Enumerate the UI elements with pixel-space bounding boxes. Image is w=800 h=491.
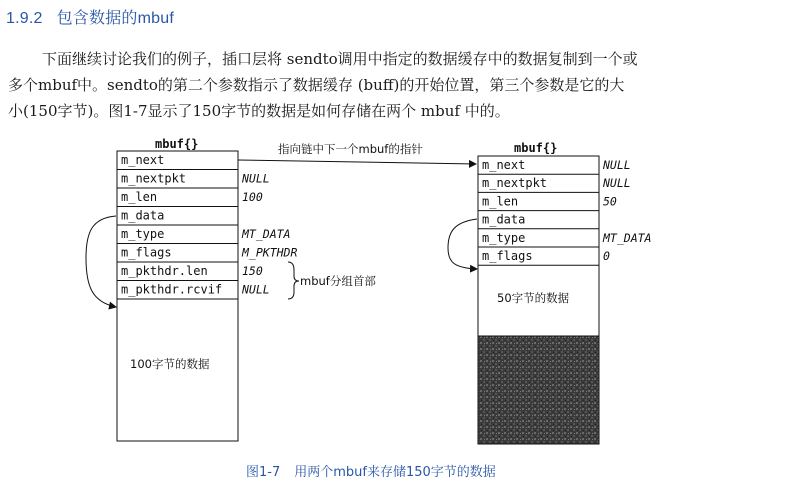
- right-mbuf-field-value: 50: [603, 194, 617, 209]
- left-mbuf-field-value: 150: [242, 264, 263, 278]
- right-mbuf-title: mbuf{}: [514, 141, 558, 155]
- section-title: 包含数据的mbuf: [56, 10, 174, 27]
- right-mbuf-field-name: m_len: [482, 194, 519, 209]
- left-mbuf-field-value: MT_DATA: [242, 227, 291, 241]
- left-mbuf-field-value: M_PKTHDR: [242, 245, 298, 260]
- right-mbuf-data-label: 50字节的数据: [497, 291, 570, 305]
- paragraph-line-2: 多个mbuf中。sendto的第二个参数指示了数据缓存 (buff)的开始位置，第三个参数是它的大: [8, 76, 625, 94]
- figure-caption: [246, 464, 496, 480]
- left-mbuf-field-name: m_data: [121, 208, 165, 223]
- left-mbuf-field-value: 100: [242, 190, 263, 204]
- right-mbuf-unused-area: [478, 336, 599, 444]
- right-mbuf-field-name: m_nextpkt: [482, 176, 548, 191]
- right-mbuf-field-name: m_data: [482, 212, 526, 227]
- left-mbuf-field-value: NULL: [242, 171, 270, 186]
- left-mbuf-field-name: m_next: [121, 153, 165, 167]
- left-mbuf-data-label: 100字节的数据: [130, 357, 210, 371]
- right-mbuf-field-name: m_type: [482, 230, 526, 245]
- right-mbuf-field-name: m_next: [482, 158, 526, 172]
- left-mbuf-field-name: m_pkthdr.rcvif: [121, 282, 223, 297]
- left-mbuf-field-value: NULL: [242, 282, 270, 297]
- next-pointer-arrow: [238, 160, 476, 164]
- left-mbuf-title: mbuf{}: [155, 137, 199, 151]
- left-mbuf-field-name: m_len: [121, 190, 158, 204]
- pkthdr-group-label: mbuf分组首部: [300, 274, 376, 288]
- pkthdr-brace: [288, 262, 299, 299]
- right-mbuf-field-value: MT_DATA: [603, 230, 652, 245]
- left-data-pointer-arrow: [86, 216, 116, 307]
- right-mbuf-field-value: NULL: [603, 158, 631, 172]
- figure-caption-text: 用两个mbuf来存储150字节的数据: [294, 465, 496, 480]
- paragraph-line-3: 小(150字节)。图1-7显示了150字节的数据是如何存储在两个 mbuf 中的。: [8, 102, 510, 120]
- right-mbuf-field-value: 0: [603, 249, 610, 263]
- right-mbuf-field-name: m_flags: [482, 249, 533, 263]
- left-mbuf-field-name: m_flags: [121, 245, 172, 260]
- left-mbuf-field-name: m_pkthdr.len: [121, 264, 208, 278]
- right-data-pointer-arrow: [448, 219, 477, 269]
- section-number: 1.9.2: [6, 10, 43, 27]
- paragraph-line-1: 下面继续讨论我们的例子，插口层将 sendto调用中指定的数据缓存中的数据复制到一个或: [42, 50, 638, 68]
- left-mbuf-field-name: m_type: [121, 227, 165, 241]
- figure-number: 图1-7: [246, 465, 281, 480]
- right-mbuf-field-value: NULL: [603, 176, 631, 191]
- left-mbuf-field-name: m_nextpkt: [121, 171, 187, 186]
- next-pointer-label: 指向链中下一个mbuf的指针: [278, 142, 423, 156]
